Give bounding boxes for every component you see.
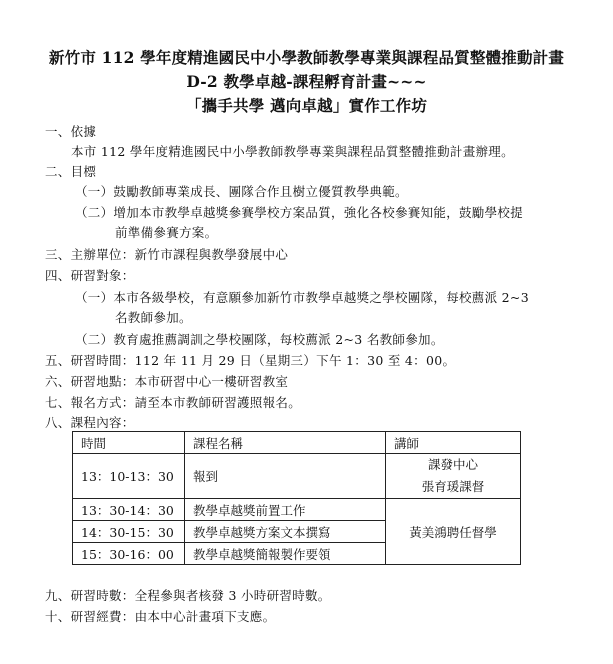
- participant-item-2: （二）教育處推薦調訓之學校團隊，每校薦派 2~3 名教師參加。: [75, 332, 444, 347]
- header-time: 時間: [73, 432, 185, 454]
- row-time: 13：30-14：30: [73, 499, 185, 521]
- goal-item-2-line-1: （二）增加本市教學卓越獎參賽學校方案品質，強化各校參賽知能，鼓勵學校提: [75, 205, 524, 220]
- participant-item-1-line-2: 名教師參加。: [115, 310, 192, 325]
- project-subtitle: D-2 教學卓越-課程孵育計畫~~~: [186, 72, 427, 91]
- table-header-row: [73, 432, 521, 454]
- row-course: 報到: [185, 454, 386, 499]
- section-funding: 十、研習經費：由本中心計畫項下支應。: [45, 609, 276, 624]
- lecturer-name: 張育瑗課督: [421, 479, 485, 494]
- section-basis-text: 本市 112 學年度精進國民中小學教師教學專業與課程品質整體推動計畫辦理。: [71, 144, 514, 159]
- shared-lecturer: 黃美鴻聘任督學: [386, 499, 521, 565]
- header-lecturer: 講師: [386, 432, 521, 454]
- section-hours: 九、研習時數：全程參與者核發 3 小時研習時數。: [45, 588, 331, 603]
- section-location: 六、研習地點：本市研習中心一樓研習教室: [45, 374, 289, 389]
- goal-item-2-line-2: 前準備參賽方案。: [115, 225, 218, 240]
- lecturer-unit: 課發中心: [427, 457, 478, 472]
- row-lecturer: [386, 454, 521, 499]
- section-basis-heading: 一、依據: [45, 124, 97, 139]
- section-goals-heading: 二、目標: [45, 164, 97, 179]
- participant-item-1-line-1: （一）本市各級學校，有意願參加新竹市教學卓越獎之學校團隊，每校薦派 2~3: [75, 290, 529, 305]
- section-time: 五、研習時間：112 年 11 月 29 日（星期三）下午 1：30 至 4：00。: [45, 353, 456, 368]
- section-course-heading: 八、課程內容：: [45, 415, 135, 430]
- table-row: [73, 499, 521, 521]
- goal-item-1: （一）鼓勵教師專業成長、團隊合作且樹立優質教學典範。: [75, 184, 408, 199]
- course-schedule-table: [72, 431, 521, 565]
- header-course: 課程名稱: [185, 432, 386, 454]
- row-course: 教學卓越獎前置工作: [185, 499, 386, 521]
- row-course: 教學卓越獎方案文本撰寫: [185, 521, 386, 543]
- row-course: 教學卓越獎簡報製作要領: [185, 543, 386, 565]
- section-registration: 七、報名方式：請至本市教師研習護照報名。: [45, 395, 302, 410]
- row-time: 15：30-16：00: [73, 543, 185, 565]
- row-time: 14：30-15：30: [73, 521, 185, 543]
- workshop-title: 「攜手共學 邁向卓越」實作工作坊: [185, 96, 428, 115]
- section-organizer: 三、主辦單位：新竹市課程與教學發展中心: [45, 247, 289, 262]
- plan-title: 新竹市 112 學年度精進國民中小學教師教學專業與課程品質整體推動計畫: [48, 48, 565, 67]
- row-time: 13：10-13：30: [73, 454, 185, 499]
- table-row: [73, 454, 521, 499]
- section-participants-heading: 四、研習對象：: [45, 268, 135, 283]
